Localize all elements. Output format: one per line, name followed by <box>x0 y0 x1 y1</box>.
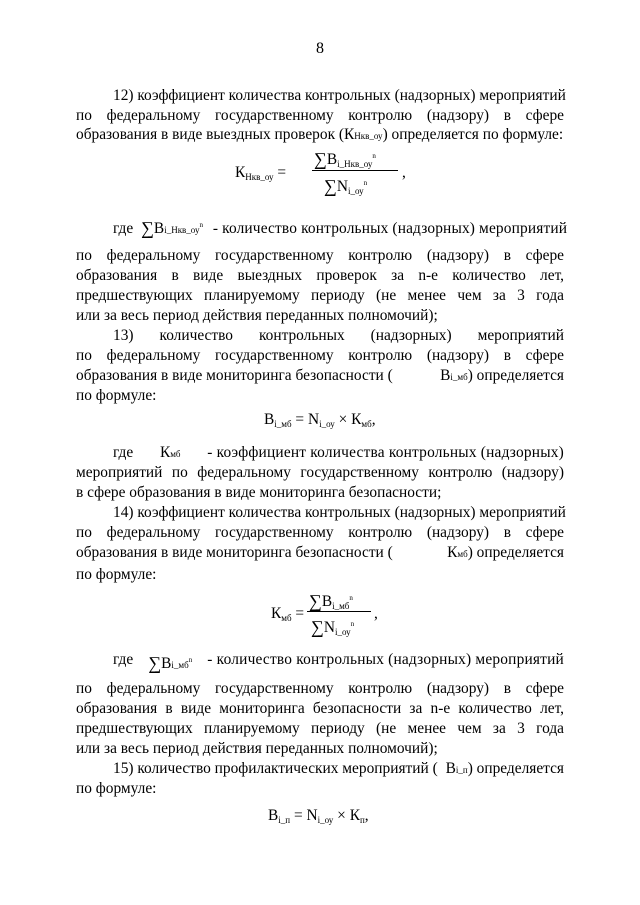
page-number: 8 <box>316 40 324 57</box>
para-12-line-3: образования в виде выездных проверок (КНкв_оу) определяется по формуле: <box>76 126 564 143</box>
para-15-line-2: по формуле: <box>76 780 157 797</box>
para-13-line-7: в сфере образования в виде мониторинга безопасности; <box>76 484 442 501</box>
para-12-line-6: образования в виде выездных проверок за n-е количество лет, <box>76 267 564 284</box>
para-14-line-1: 14) коэффициент количества контрольных (надзорных) мероприятий <box>113 504 566 521</box>
para-14-line-8: предшествующих планируемому периоду (не менее чем за 3 года <box>76 720 564 737</box>
inline-k-nkv: КНкв_оу <box>344 126 383 143</box>
para-14-line-3: образования в виде мониторинга безопасности ( Кмб) определяется <box>76 544 564 561</box>
para-13-line-6: мероприятий по федеральному государственному контролю (надзору) <box>76 464 564 481</box>
para-14-line-4: по формуле: <box>76 566 157 583</box>
formula-b-i-p: Вi_п = Ni_оу × Кп, <box>268 807 369 825</box>
para-13-line-2: по федеральному государственному контролю (надзору) в сфере <box>76 347 564 364</box>
para-12-line-2: по федеральному государственному контролю (надзору) в сфере <box>76 107 564 124</box>
para-14-line-6: по федеральному государственному контролю (надзору) в сфере <box>76 680 564 697</box>
para-12-line-7: предшествующих планируемому периоду (не менее чем за 3 года <box>76 287 564 304</box>
para-12-line-5: по федеральному государственному контролю (надзору) в сфере <box>76 247 564 264</box>
formula-k-nkv-lhs: КНкв_оу = <box>235 164 287 182</box>
para-12-where-line: где $\sum Вi\_Нкв\_оу^n$ - количество контрольных (надзорных) мероприятий <box>113 218 568 238</box>
formula-b-i-mb: Вi_мб = Ni_оу × Кмб, <box>264 411 376 429</box>
para-14-line-7: образования в виде мониторинга безопасности за n-е количество лет, <box>76 700 564 717</box>
formula-k-mb-comma: , <box>374 605 378 622</box>
formula-k-nkv-comma: , <box>402 164 406 181</box>
para-13-line-1: 13) количество контрольных (надзорных) мероприятий <box>113 327 564 344</box>
para-14-where-line: где $\sum Вi\_мб^n$ - количество контрольных (надзорных) мероприятий <box>113 651 564 673</box>
para-12-line-8: или за весь период действия переданных полномочий); <box>76 307 438 324</box>
para-13-line-3: образования в виде мониторинга безопасности ( Вi_мб) определяется <box>76 367 564 384</box>
formula-k-nkv-fraction: $\sum Вi\_Нкв\_оу^n$ $\sum Ni\_оу^n$ <box>312 146 400 196</box>
formula-k-mb-lhs: Кмб = <box>271 605 305 623</box>
formula-k-mb-fraction: $\sum Вi\_мб^n$ $\sum Ni\_оу^n$ <box>307 588 373 638</box>
para-14-line-2: по федеральному государственному контролю (надзору) в сфере <box>76 524 564 541</box>
para-12-line-1: 12) коэффициент количества контрольных (надзорных) мероприятий <box>113 87 566 104</box>
para-13-where-line: где Кмб - коэффициент количества контрольных (надзорных) <box>113 444 564 461</box>
para-13-line-4: по формуле: <box>76 387 157 404</box>
para-15-line-1: 15) количество профилактических мероприятий ( Вi_п) определяется <box>113 760 564 777</box>
para-14-line-9: или за весь период действия переданных полномочий); <box>76 740 438 757</box>
